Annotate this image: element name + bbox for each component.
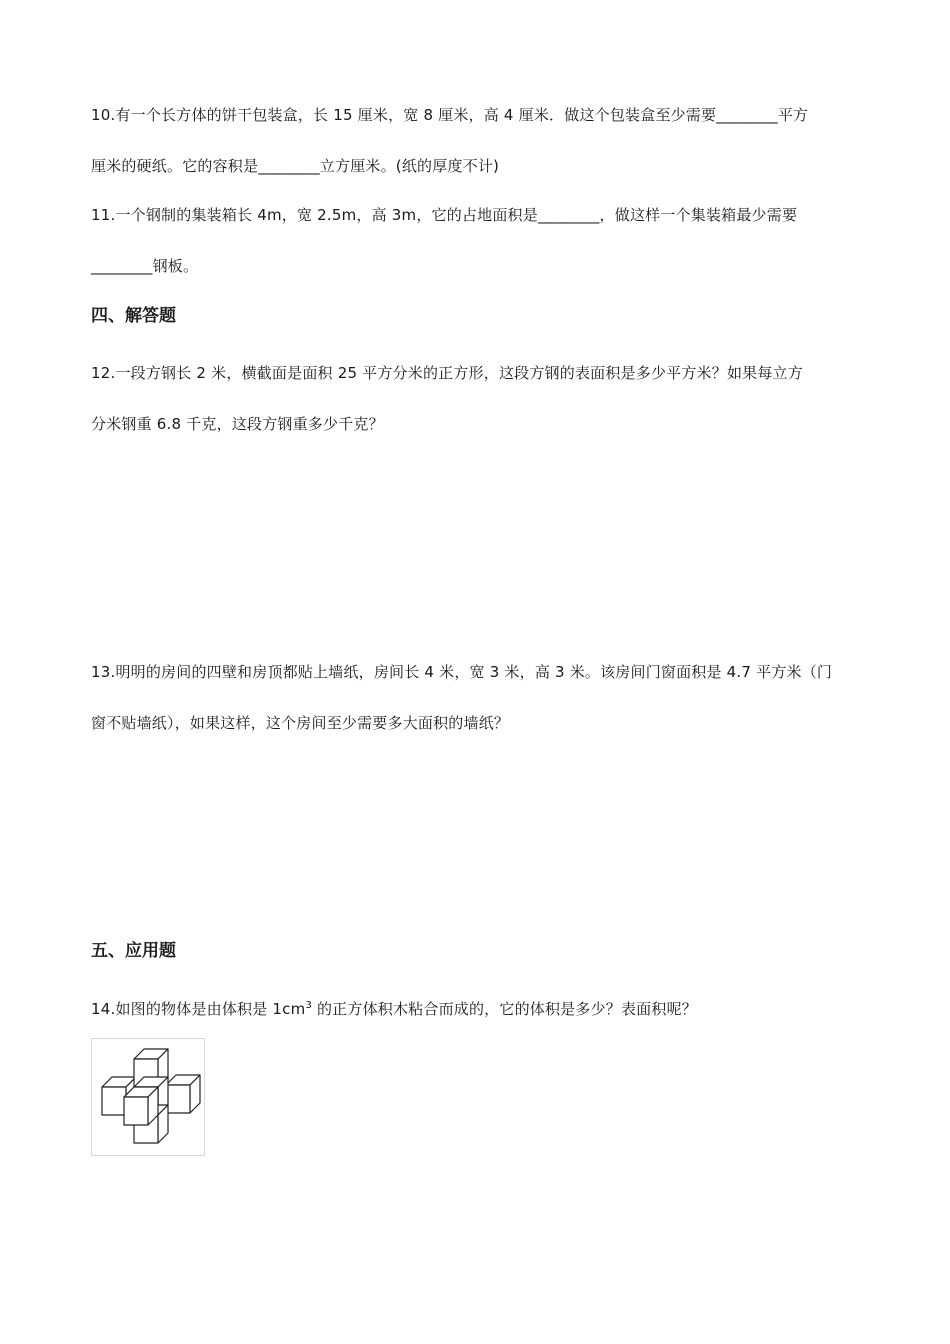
question-13-line-1: 13.明明的房间的四壁和房顶都贴上墙纸，房间长 4 米，宽 3 米，高 3 米。该房间门窗面积是 4.7 平方米（门 (91, 663, 833, 681)
section-heading-application: 五、应用题 (91, 941, 176, 961)
question-10-line-1: 10.有一个长方体的饼干包装盒，长 15 厘米，宽 8 厘米，高 4 厘米．做这个包装盒至少需要________平方 (91, 106, 809, 124)
cubic-superscript: 3 (305, 1000, 312, 1011)
cube-figure (91, 1038, 205, 1156)
question-12 (91, 348, 866, 450)
question-11-line-2: ________钢板。 (91, 257, 199, 275)
question-13-line-2: 窗不贴墙纸），如果这样，这个房间至少需要多大面积的墙纸？ (91, 714, 510, 732)
question-13 (91, 647, 866, 749)
question-12-line-2: 分米钢重 6.8 千克，这段方钢重多少千克？ (91, 415, 384, 433)
question-12-line-1: 12.一段方钢长 2 米，横截面是面积 25 平方分米的正方形，这段方钢的表面积是多少平方米？如果每立方 (91, 364, 803, 382)
question-11-line-1: 11.一个钢制的集装箱长 4m，宽 2.5m，高 3m，它的占地面积是________，做这样一个集装箱最少需要 (91, 206, 798, 224)
question-14-text-after: 的正方体积木粘合而成的，它的体积是多少？表面积呢？ (312, 1000, 697, 1018)
section-heading-answers: 四、解答题 (91, 306, 176, 326)
question-11 (91, 190, 866, 292)
cube-drawing (92, 1039, 204, 1155)
question-14 (91, 984, 866, 1035)
question-10 (91, 90, 866, 192)
question-14-text-before: 14.如图的物体是由体积是 1cm (91, 1000, 306, 1018)
question-10-line-2: 厘米的硬纸。它的容积是________立方厘米。(纸的厚度不计) (91, 157, 500, 175)
